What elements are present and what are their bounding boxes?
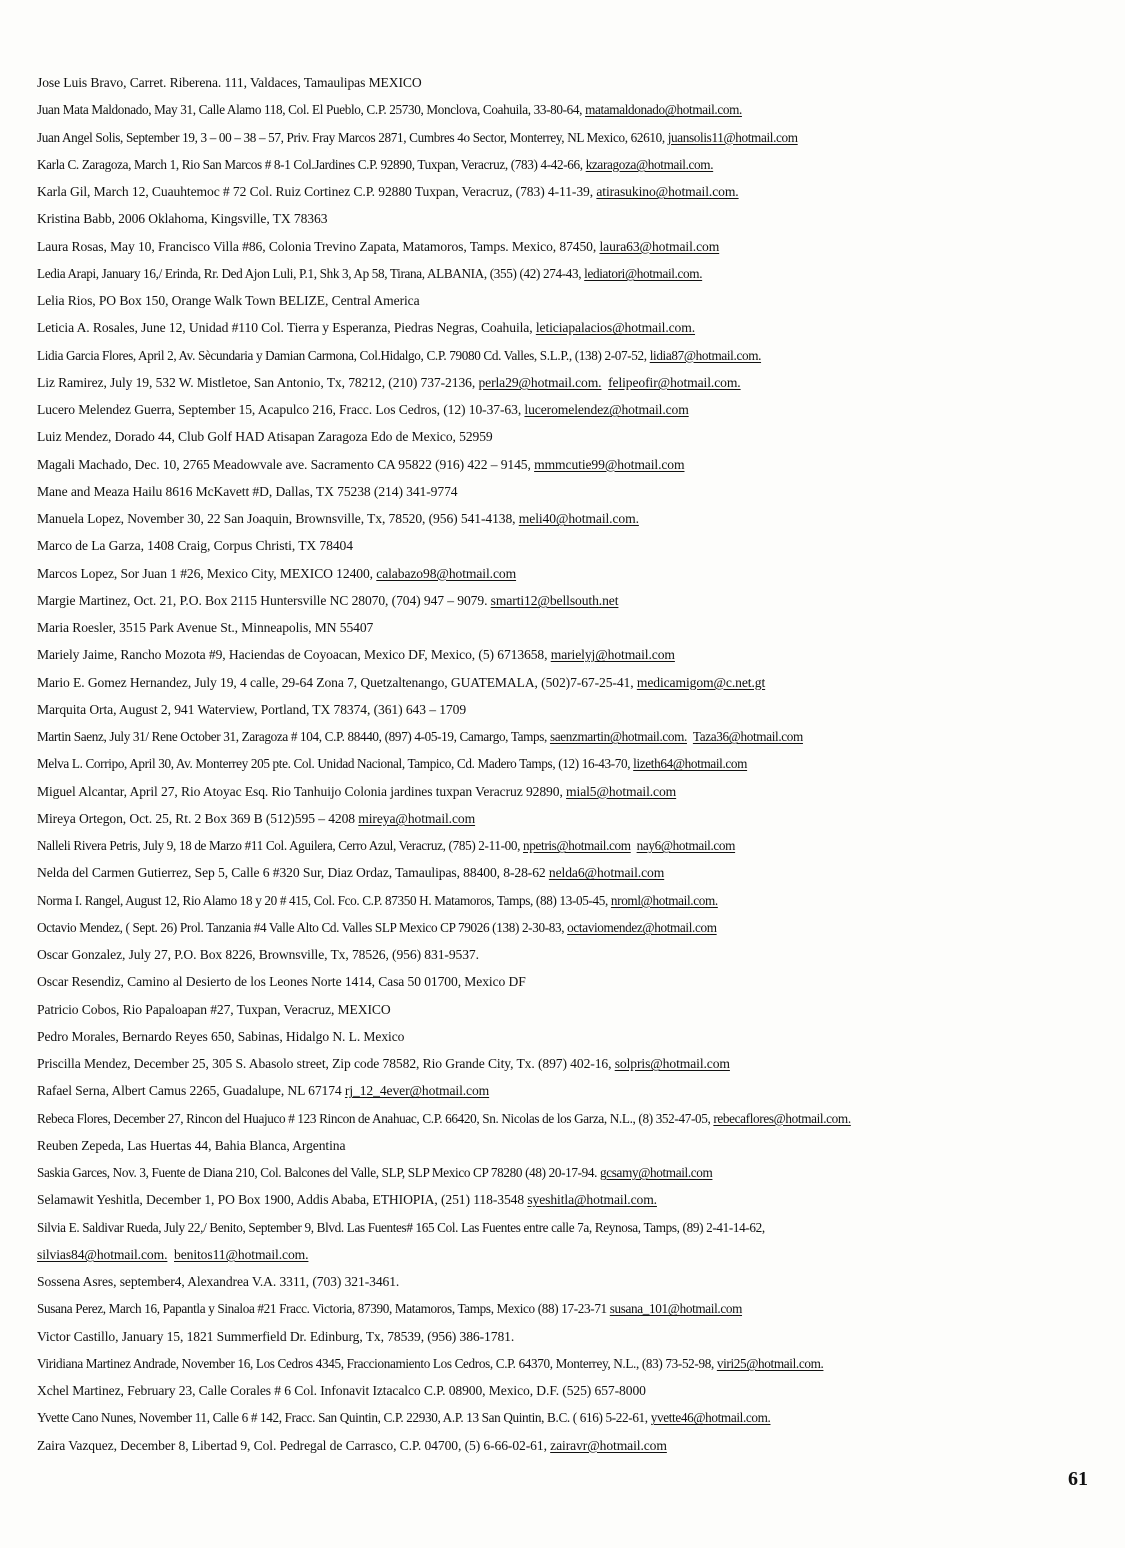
email-link[interactable]: benitos11@hotmail.com. (174, 1246, 309, 1262)
list-item (37, 265, 702, 283)
list-item (37, 728, 803, 746)
entry-text: Luiz Mendez, Dorado 44, Club Golf HAD Atisapan Zaragoza Edo de Mexico, 52959 (37, 429, 493, 445)
email-link[interactable]: syeshitla@hotmail.com. (527, 1192, 657, 1208)
email-link[interactable]: zairavr@hotmail.com (550, 1437, 667, 1453)
list-item (37, 428, 493, 446)
entry-text: Juan Mata Maldonado, May 31, Calle Alamo 118, Col. El Pueblo, C.P. 25730, Monclova, Coahuila, 33-80-64, (37, 102, 586, 118)
email-link[interactable]: mial5@hotmail.com (566, 783, 677, 799)
email-link[interactable]: rj_12_4ever@hotmail.com (344, 1083, 490, 1099)
entry-text: Juan Angel Solis, September 19, 3 – 00 – 38 – 57, Priv. Fray Marcos 2871, Cumbres 4o Sector, Monterrey, NL Mexico, 62610, (37, 129, 668, 145)
list-item (37, 674, 765, 692)
list-item (37, 183, 739, 201)
entry-text: Zaira Vazquez, December 8, Libertad 9, Col. Pedregal de Carrasco, C.P. 04700, (5) 6-66-02-61, (37, 1437, 551, 1453)
list-item (37, 701, 466, 719)
list-item (37, 783, 676, 801)
list-item (37, 292, 420, 310)
entry-text: Manuela Lopez, November 30, 22 San Joaquin, Brownsville, Tx, 78520, (956) 541-4138, (37, 511, 519, 526)
entry-text: Mario E. Gomez Hernandez, July 19, 4 calle, 29-64 Zona 7, Quetzaltenango, GUATEMALA, (502)7-67-25-41, (37, 674, 637, 690)
list-item (37, 565, 516, 583)
page-number: 61 (1068, 1468, 1088, 1490)
entry-text: Priscilla Mendez, December 25, 305 S. Abasolo street, Zip code 78582, Rio Grande City, Tx. (897) 402-16, (37, 1056, 615, 1071)
list-item (37, 319, 695, 337)
email-link[interactable]: calabazo98@hotmail.com (376, 565, 517, 581)
entry-text: Rafael Serna, Albert Camus 2265, Guadalupe, NL 67174 (37, 1083, 345, 1099)
email-link[interactable]: felipeofir@hotmail.com. (608, 374, 741, 390)
entry-text: Rebeca Flores, December 27, Rincon del Huajuco # 123 Rincon de Anahuac, C.P. 66420, Sn. Nicolas de los Garza, N.L., (8) 352-47-05, (37, 1110, 714, 1126)
email-link[interactable]: mmmcutie99@hotmail.com (534, 456, 685, 472)
email-link[interactable]: perla29@hotmail.com. (478, 374, 602, 390)
entry-text: Pedro Morales, Bernardo Reyes 650, Sabinas, Hidalgo N. L. Mexico (37, 1028, 405, 1044)
entry-text: Xchel Martinez, February 23, Calle Corales # 6 Col. Infonavit Iztacalco C.P. 08900, Mexico, D.F. (525) 657-8000 (37, 1383, 646, 1398)
list-item (37, 483, 457, 501)
list-item (37, 537, 353, 555)
list-item (37, 1409, 771, 1427)
list-item (37, 837, 735, 855)
list-item (37, 1355, 823, 1373)
entry-text: Maria Roesler, 3515 Park Avenue St., Minneapolis, MN 55407 (37, 620, 374, 635)
list-item (37, 401, 689, 419)
email-link[interactable]: nay6@hotmail.com (636, 838, 736, 853)
entry-text: Lelia Rios, PO Box 150, Orange Walk Town BELIZE, Central America (37, 293, 420, 308)
email-link[interactable]: atirasukino@hotmail.com. (596, 184, 739, 199)
list-item (37, 946, 479, 964)
entry-text: Melva L. Corripo, April 30, Av. Monterrey 205 pte. Col. Unidad Nacional, Tampico, Cd. Madero Tamps, (12) 16-43-70, (37, 756, 634, 772)
entry-text: Susana Perez, March 16, Papantla y Sinaloa #21 Fracc. Victoria, 87390, Matamoros, Tamps, Mexico (88) 17-23-71 (37, 1301, 610, 1317)
list-item (37, 156, 713, 174)
entry-text: Martin Saenz, July 31/ Rene October 31, Zaragoza # 104, C.P. 88440, (897) 4-05-19, Camargo, Tamps, (37, 729, 550, 744)
list-item (37, 1328, 514, 1346)
entry-text: Jose Luis Bravo, Carret. Riberena. 111, Valdaces, Tamaulipas MEXICO (37, 75, 422, 90)
list-item (37, 1110, 851, 1128)
email-link[interactable]: kzaragoza@hotmail.com. (585, 156, 714, 172)
entry-text: Oscar Resendiz, Camino al Desierto de los Leones Norte 1414, Casa 50 01700, Mexico DF (37, 974, 526, 990)
list-item (37, 1001, 391, 1019)
email-link[interactable]: saenzmartin@hotmail.com. (549, 729, 687, 744)
entry-text: Leticia A. Rosales, June 12, Unidad #110 Col. Tierra y Esperanza, Piedras Negras, Coahuila, (37, 320, 536, 336)
list-item (37, 1246, 308, 1264)
entry-text: Victor Castillo, January 15, 1821 Summerfield Dr. Edinburg, Tx, 78539, (956) 386-1781. (37, 1328, 515, 1344)
entry-text: Marco de La Garza, 1408 Craig, Corpus Christi, TX 78404 (37, 538, 353, 554)
entry-text: Selamawit Yeshitla, December 1, PO Box 1900, Addis Ababa, ETHIOPIA, (251) 118-3548 (37, 1192, 528, 1208)
email-link[interactable]: Taza36@hotmail.com (692, 729, 803, 744)
list-item (37, 74, 422, 92)
list-item (37, 374, 741, 392)
list-item (37, 1219, 765, 1237)
email-link[interactable]: susana_101@hotmail.com (609, 1301, 743, 1317)
list-item (37, 919, 717, 937)
entry-text: Viridiana Martinez Andrade, November 16, Los Cedros 4345, Fraccionamiento Los Cedros, C.P. 64370, Monterrey, N.L., (83) 73-52-98, (37, 1355, 717, 1371)
email-link[interactable]: meli40@hotmail.com. (518, 511, 639, 526)
list-item (37, 456, 684, 474)
entry-text: Kristina Babb, 2006 Oklahoma, Kingsville, TX 78363 (37, 211, 328, 227)
email-link[interactable]: leticiapalacios@hotmail.com. (535, 320, 696, 336)
email-link[interactable]: octaviomendez@hotmail.com (567, 919, 717, 935)
email-link[interactable]: matamaldonado@hotmail.com. (585, 102, 742, 118)
entry-text: Liz Ramirez, July 19, 532 W. Mistletoe, San Antonio, Tx, 78212, (210) 737-2136, (37, 374, 479, 390)
entry-text: Reuben Zepeda, Las Huertas 44, Bahia Blanca, Argentina (37, 1137, 346, 1153)
list-item (37, 1191, 657, 1209)
entry-text: Silvia E. Saldivar Rueda, July 22,/ Benito, September 9, Blvd. Las Fuentes# 165 Col. Las Fuentes entre calle 7a, Reynosa, Tamps, (89) 2-41-14-62, (37, 1219, 765, 1235)
email-link[interactable]: nroml@hotmail.com. (610, 892, 718, 908)
list-item (37, 619, 373, 637)
list-item (37, 1382, 646, 1400)
entry-text: Lidia Garcia Flores, April 2, Av. Sècundaria y Damian Carmona, Col.Hidalgo, C.P. 79080 Cd. Valles, S.L.P., (138) 2-07-52, (37, 347, 650, 363)
list-item (37, 1273, 399, 1291)
email-link[interactable]: silvias84@hotmail.com. (37, 1246, 168, 1262)
list-item (37, 1055, 730, 1073)
entry-text: Margie Martinez, Oct. 21, P.O. Box 2115 Huntersville NC 28070, (704) 947 – 9079. (37, 592, 491, 608)
entry-text: Saskia Garces, Nov. 3, Fuente de Diana 210, Col. Balcones del Valle, SLP, SLP Mexico CP 78280 (48) 20-17-94. (37, 1165, 601, 1180)
list-item (37, 1028, 404, 1046)
list-item (37, 1082, 489, 1100)
entry-text: Lucero Melendez Guerra, September 15, Acapulco 216, Fracc. Los Cedros, (12) 10-37-63, (37, 402, 525, 417)
list-item (37, 101, 742, 119)
email-link[interactable]: medicamigom@c.net.gt (636, 674, 766, 690)
email-link[interactable]: smarti12@bellsouth.net (490, 592, 619, 608)
email-link[interactable]: npetris@hotmail.com (523, 838, 631, 853)
list-item (37, 510, 639, 528)
entry-text: Karla Gil, March 12, Cuauhtemoc # 72 Col. Ruiz Cortinez C.P. 92880 Tuxpan, Veracruz, (783) 4-11-39, (37, 184, 597, 199)
entry-text: Yvette Cano Nunes, November 11, Calle 6 # 142, Fracc. San Quintin, C.P. 22930, A.P. 13 San Quintin, B.C. ( 616) 5-22-61, (37, 1410, 651, 1426)
list-item (37, 1300, 742, 1318)
entry-text: Miguel Alcantar, April 27, Rio Atoyac Esq. Rio Tanhuijo Colonia jardines tuxpan Veracruz 92890, (37, 783, 567, 799)
email-link[interactable]: viri25@hotmail.com. (716, 1355, 824, 1371)
list-item (37, 1164, 712, 1182)
entry-text: Karla C. Zaragoza, March 1, Rio San Marcos # 8-1 Col.Jardines C.P. 92890, Tuxpan, Veracruz, (783) 4-42-66, (37, 156, 586, 172)
entry-text: Norma I. Rangel, August 12, Rio Alamo 18 y 20 # 415, Col. Fco. C.P. 87350 H. Matamoros, Tamps, (88) 13-05-45, (37, 892, 611, 908)
email-link[interactable]: solpris@hotmail.com (614, 1056, 730, 1071)
list-item (37, 646, 675, 664)
email-link[interactable]: lediatori@hotmail.com. (584, 265, 703, 281)
email-link[interactable]: luceromelendez@hotmail.com (524, 402, 689, 417)
email-link[interactable]: marielyj@hotmail.com (550, 647, 675, 663)
entry-text: Patricio Cobos, Rio Papaloapan #27, Tuxpan, Veracruz, MEXICO (37, 1001, 391, 1017)
email-link[interactable]: laura63@hotmail.com (599, 238, 720, 254)
entry-text: Ledia Arapi, January 16,/ Erinda, Rr. Ded Ajon Luli, P.1, Shk 3, Ap 58, Tirana, ALBANIA, (355) (42) 274-43, (37, 265, 585, 281)
list-item (37, 864, 664, 882)
entry-text: Nelda del Carmen Gutierrez, Sep 5, Calle 6 #320 Sur, Diaz Ordaz, Tamaulipas, 88400, 8-28-62 (37, 865, 549, 881)
email-link[interactable]: lidia87@hotmail.com. (649, 347, 762, 363)
entry-text: Mane and Meaza Hailu 8616 McKavett #D, Dallas, TX 75238 (214) 341-9774 (37, 483, 458, 499)
entry-text: Laura Rosas, May 10, Francisco Villa #86, Colonia Trevino Zapata, Matamoros, Tamps. Mexico, 87450, (37, 238, 600, 254)
entry-text: Mireya Ortegon, Oct. 25, Rt. 2 Box 369 B (512)595 – 4208 (37, 810, 359, 826)
entry-text: Mariely Jaime, Rancho Mozota #9, Haciendas de Coyoacan, Mexico DF, Mexico, (5) 6713658, (37, 647, 551, 663)
entry-text: Nalleli Rivera Petris, July 9, 18 de Marzo #11 Col. Aguilera, Cerro Azul, Veracruz, (785) 2-11-00, (37, 838, 524, 853)
entry-text: Marquita Orta, August 2, 941 Waterview, Portland, TX 78374, (361) 643 – 1709 (37, 701, 467, 717)
email-link[interactable]: mireya@hotmail.com (358, 810, 476, 826)
email-link[interactable]: gcsamy@hotmail.com (600, 1165, 713, 1180)
list-item (37, 1137, 345, 1155)
entry-text: Sossena Asres, september4, Alexandrea V.A. 3311, (703) 321-3461. (37, 1274, 400, 1289)
entry-text: Oscar Gonzalez, July 27, P.O. Box 8226, Brownsville, Tx, 78526, (956) 831-9537. (37, 947, 479, 962)
email-link[interactable]: yvette46@hotmail.com. (650, 1410, 771, 1426)
list-item (37, 1437, 667, 1455)
email-link[interactable]: rebecaflores@hotmail.com. (713, 1110, 851, 1126)
list-item (37, 347, 761, 365)
list-item (37, 755, 747, 773)
email-link[interactable]: juansolis11@hotmail.com (667, 129, 798, 145)
list-item (37, 973, 526, 991)
email-link[interactable]: nelda6@hotmail.com (548, 865, 665, 881)
entry-text: Magali Machado, Dec. 10, 2765 Meadowvale ave. Sacramento CA 95822 (916) 422 – 9145, (37, 456, 535, 472)
list-item (37, 810, 475, 828)
list-item (37, 129, 798, 147)
list-item (37, 592, 618, 610)
entry-text: Marcos Lopez, Sor Juan 1 #26, Mexico City, MEXICO 12400, (37, 565, 377, 581)
email-link[interactable]: lizeth64@hotmail.com (633, 756, 748, 772)
entry-text: Octavio Mendez, ( Sept. 26) Prol. Tanzania #4 Valle Alto Cd. Valles SLP Mexico CP 79026 (138) 2-30-83, (37, 919, 568, 935)
list-item (37, 210, 327, 228)
list-item (37, 892, 718, 910)
list-item (37, 238, 719, 256)
